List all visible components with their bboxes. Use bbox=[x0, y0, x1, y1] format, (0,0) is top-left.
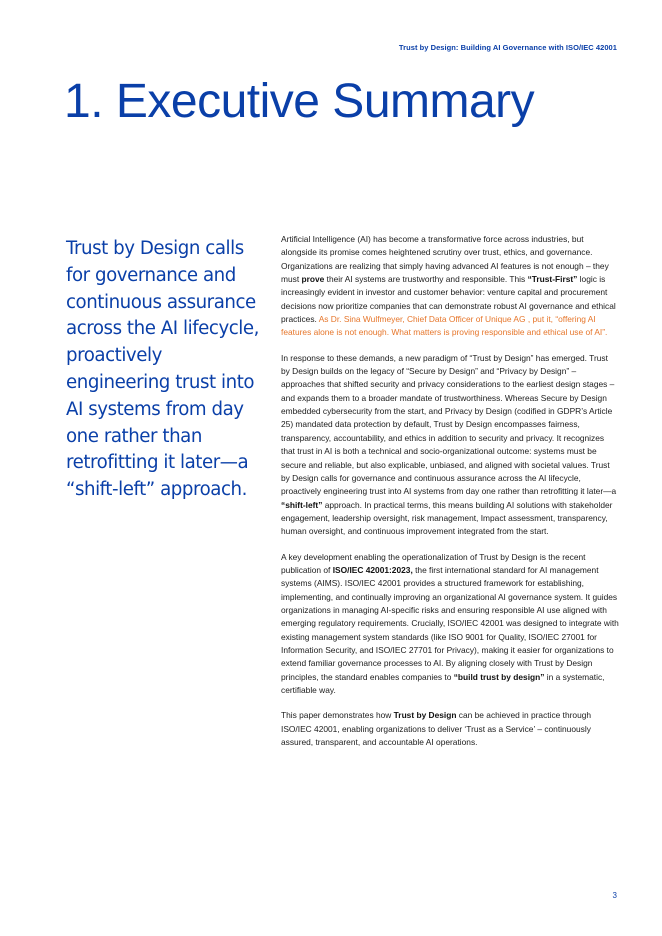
page-number: 3 bbox=[612, 891, 617, 900]
page-title: 1. Executive Summary bbox=[64, 75, 535, 128]
running-header: Trust by Design: Building AI Governance with ISO/IEC 42001 bbox=[398, 43, 617, 52]
paragraph-intro: Artificial Intelligence (AI) has become a transformative force across industries, but alongside its promise comes heightened scrutiny over trust, ethics, and governance. Organizations are realizing that simply having advanced AI features is not enough – they must prove their AI systems are trustworthy and responsible. This “Trust-First” logic is increasingly evident in investor and customer behavior: venture capital and procurement decisions now prioritize companies that can demonstrate robust AI governance and ethical practices. As Dr. Sina Wulfmeyer, Chief Data Officer of Unique AG , put it, “offering AI features alone is not enough. What matters is proving responsible and ethical use of AI”. bbox=[281, 234, 616, 338]
highlighted-quote: As Dr. Sina Wulfmeyer, Chief Data Officer of Unique AG , put it, “offering AI features alone is not enough. What matters is proving responsible and ethical use of AI”. bbox=[281, 314, 608, 338]
body-text bbox=[281, 233, 619, 761]
paragraph-iso-42001: A key development enabling the operationalization of Trust by Design is the recent publication of ISO/IEC 42001:2023, the first international standard for AI management systems (AIMS). ISO/IEC 42001 provides a structured framework for establishing, implementing, and continually improving an organizational AI governance system. It guides organizations in managing AI-specific risks and ensuring responsible AI use aligned with emerging regulatory requirements. Crucially, ISO/IEC 42001 was designed to integrate with existing management system standards (like ISO 9001 for Quality, ISO/IEC 27001 for Information Security, and ISO/IEC 27701 for Privacy), making it easier for organizations to extend familiar governance processes to AI. By aligning closely with Trust by Design principles, the standard enables companies to “build trust by design” in a systematic, certifiable way. bbox=[281, 551, 619, 695]
pull-quote: Trust by Design calls for governance and continuous assurance across the AI lifecycle, proactively engineering trust into AI systems from day one rather than retrofitting it later—a “shift-left” approach. bbox=[66, 238, 259, 501]
paragraph-trust-by-design: In response to these demands, a new paradigm of “Trust by Design” has emerged. Trust by Design builds on the legacy of “Secure by Design” and “Privacy by Design” – approaches that shifted security and privacy considerations to the earliest design stages – and expands them to a broader mandate of trustworthiness. Whereas Secure by Design embedded cybersecurity from the start, and Privacy by Design (codified in GDPR’s Article 25) mandated data protection by default, Trust by Design encompasses fairness, transparency, accountability, and ethics in addition to security and privacy. It recognizes that trust in AI is both a technical and socio-organizational outcome: systems must be secure and reliable, but also explicable, unbiased, and aligned with societal values. Trust by Design calls for governance and continuous assurance across the AI lifecycle, proactively engineering trust into AI systems from day one rather than retrofitting it later—a “shift-left” approach. In practical terms, this means building AI solutions with stakeholder engagement, leadership oversight, risk management, Impact assessment, transparency, human oversight, and continuous improvement integrated from the start. bbox=[281, 352, 617, 537]
paragraph-conclusion: This paper demonstrates how Trust by Design can be achieved in practice through ISO/IEC 42001, enabling organizations to deliver ‘Trust as a Service’ – continuously assured, transparent, and accountable AI operations. bbox=[281, 710, 592, 748]
